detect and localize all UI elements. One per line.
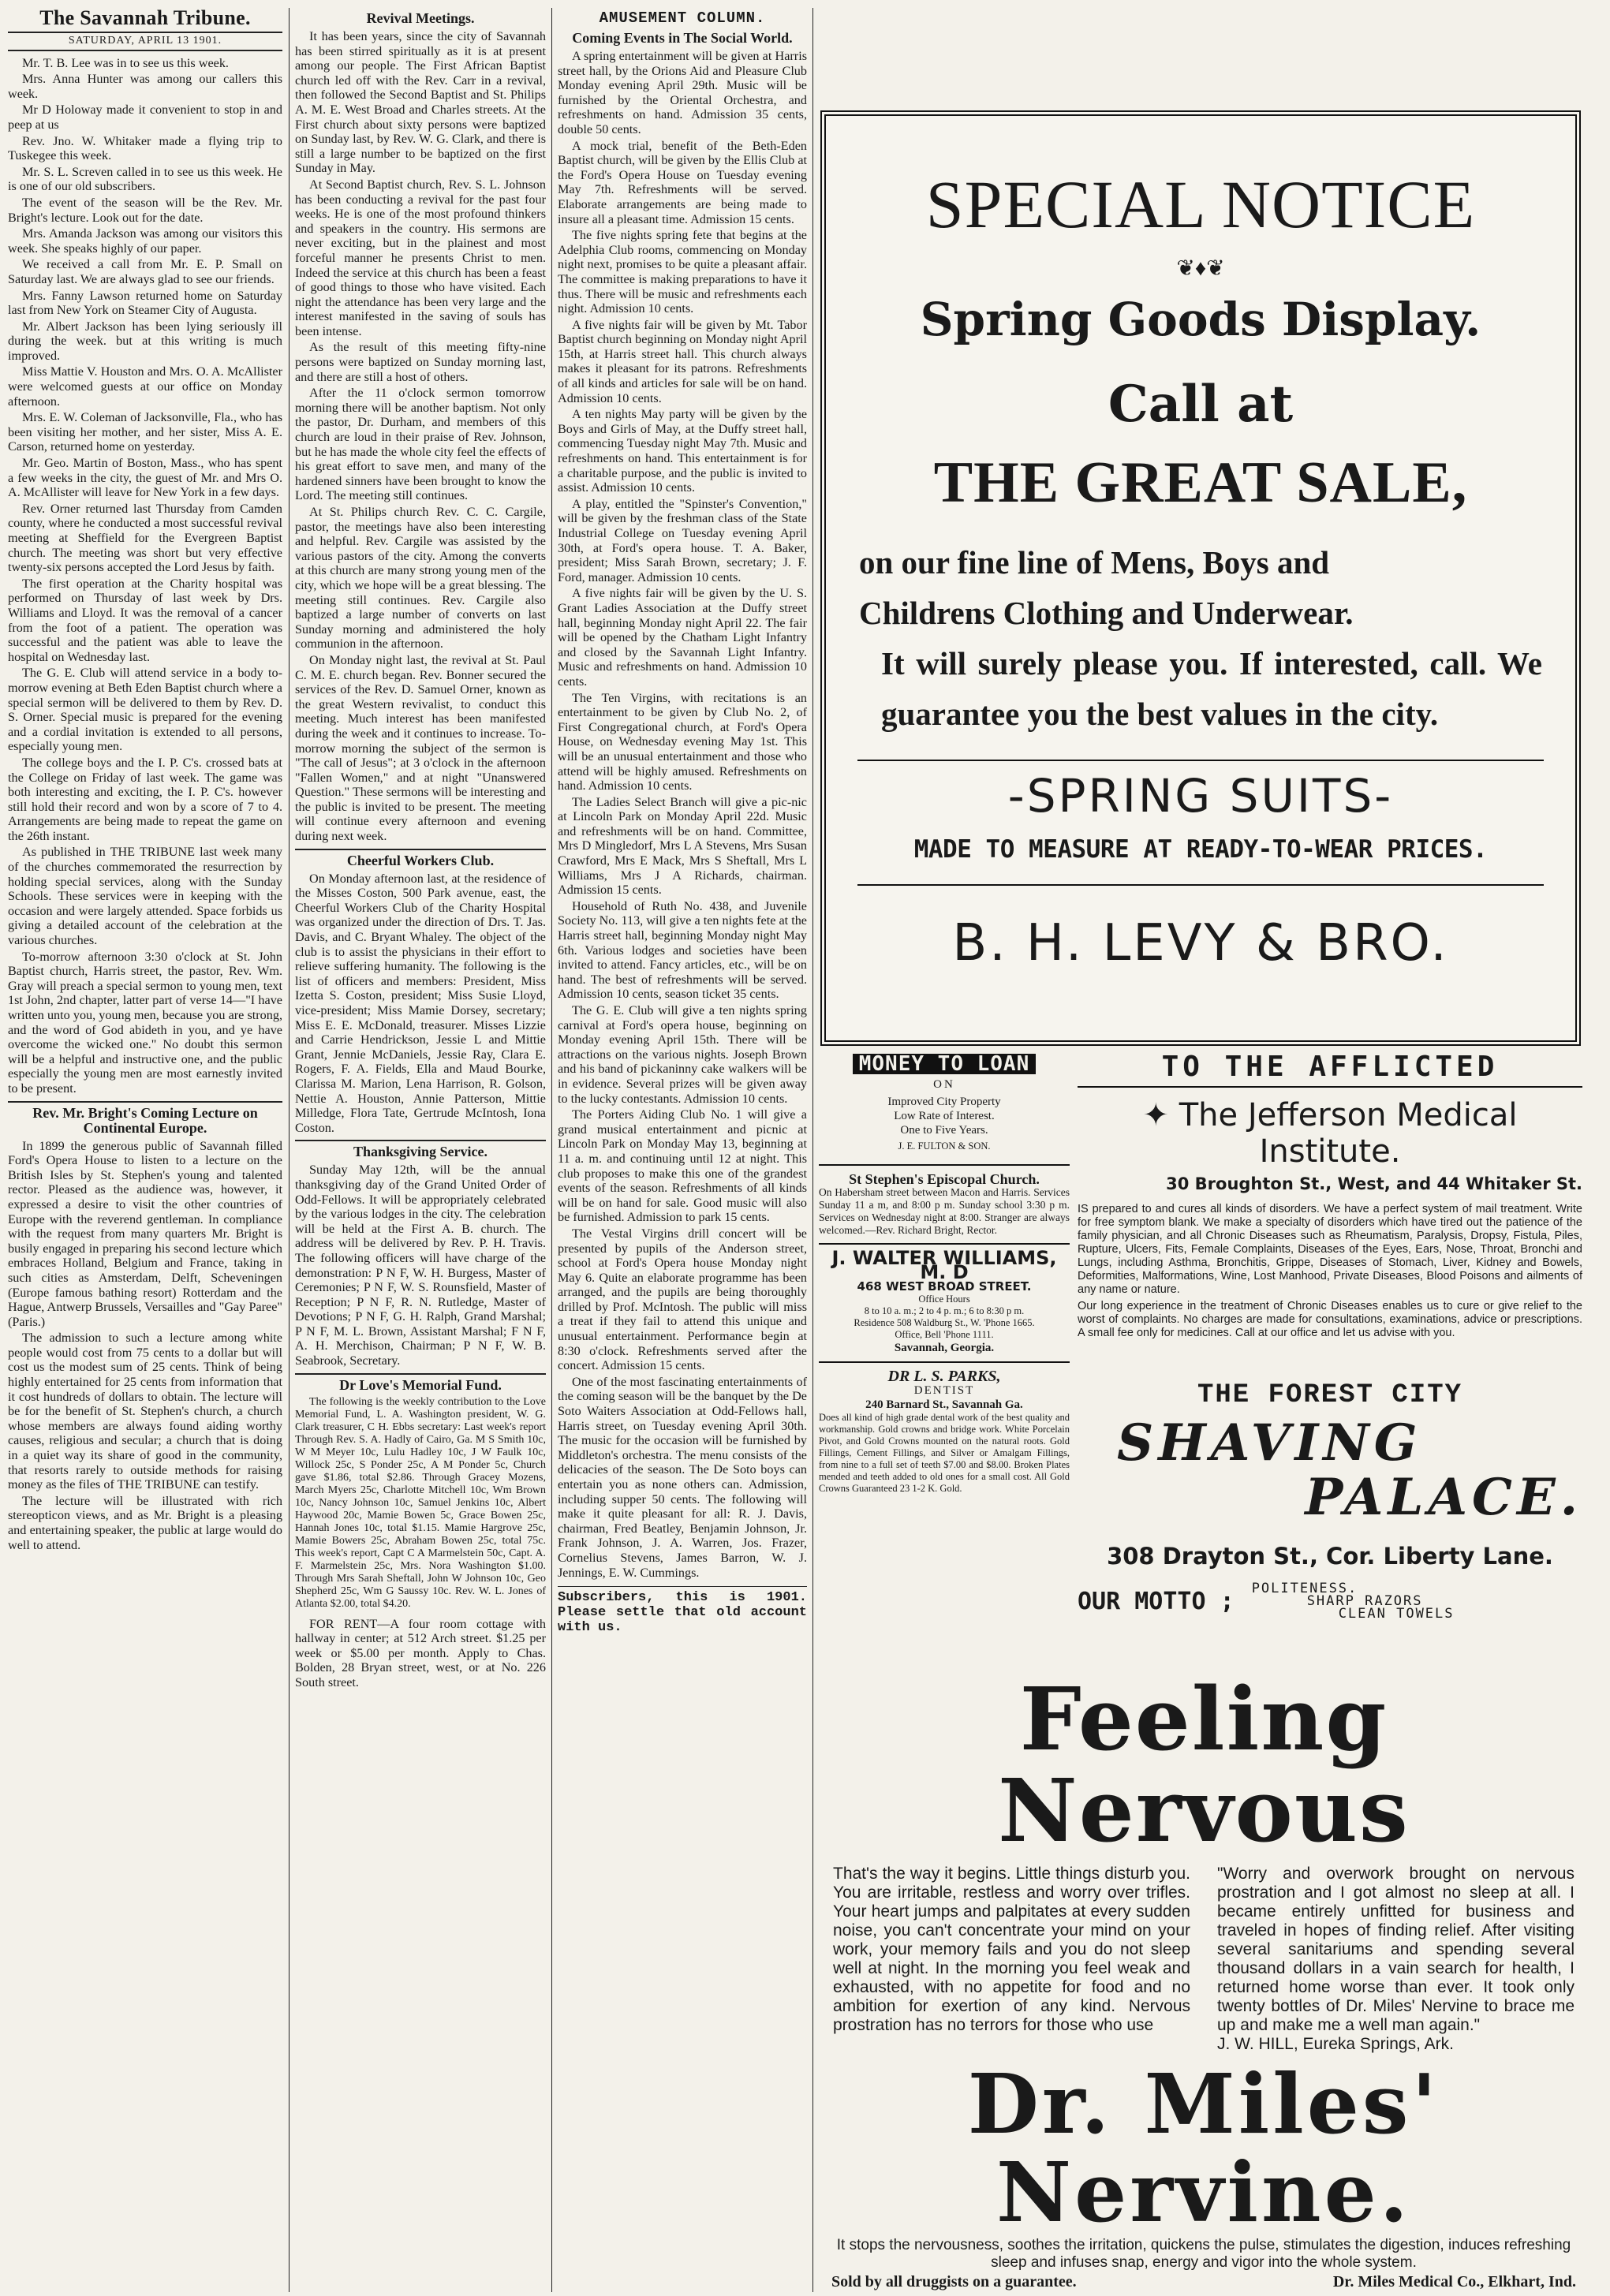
amusement-item: The G. E. Club will give a ten nights spring carnival at Ford's opera house, beginning on Monday evening April 15th. There will be attractions on the various nights. Joseph Brown and his band of pickaninny cake walkers will be in evidence. Several prizes will be given away to the lucky contestants. Admission 10 cents. <box>558 1003 807 1106</box>
parks-name: DR L. S. PARKS, <box>887 1368 1001 1385</box>
money-to-loan-ad <box>819 1054 1070 1495</box>
motto-line-1: POLITENESS. <box>1251 1581 1358 1596</box>
amusement-item: The Vestal Virgins drill concert will be presented by pupils of the Anderson street, school at Ford's Opera house Monday night May 6. Quite an elaborate programme has been arranged, and the pupils are being thoroughly drilled by Prof. McIntosh. The public will miss a treat if they fail to attend this unique and unusual entertainment. Performance begin at 8:30 o'clock. Refreshments served after the concert. Admission 15 cents. <box>558 1226 807 1373</box>
maker-text: Dr. Miles Medical Co., Elkhart, Ind. <box>1332 2273 1576 2290</box>
loan-line-2: Low Rate of Interest. <box>894 1110 995 1122</box>
amusement-item: The Ten Virgins, with recitations is an entertainment to be given by Club No. 2, of First Congregational church, at Ford's Opera House, on Wednesday evening May 1st. This will be an unusual entertainment and those who attend will be highly amused. Refreshments on hand. Admission 10 cents. <box>558 690 807 793</box>
revival-paragraph: It has been years, since the city of Savannah has been stirred spiritually as it is at present among our people. The First African Baptist church led off with the Rev. Carr in a revival, then followed the Second Baptist and St. Philips A. M. E. West Broad and Charles streets. At the First church about sixty persons were baptized on Sunday last, by Rev. W. G. Clark, and there is still a large number to be baptized on the first Sunday in May. <box>295 29 546 176</box>
nervine-columns <box>820 1865 1587 2054</box>
parks-address: 240 Barnard St., Savannah Ga. <box>865 1398 1023 1411</box>
motto-line-2: SHARP RAZORS <box>1306 1593 1423 1609</box>
revival-paragraph: As the result of this meeting fifty-nine persons were baptized on Sunday morning last, and there are still a host of others. <box>295 340 546 384</box>
thanksgiving-article: Sunday May 12th, will be the annual thanksgiving day of the Grand United Order of Odd-Fellows. It will be appropriately celebrated by the various lodges in the city. The celebration will be held at the First A. B. church. The address will be delivered by Rev. P. H. Travis. The following officers will have charge of the demonstration: P N F, W. H. Burgess, Master of Ceremonies; P N F, W. S. Rounsfield, Master of Reception; P N F, R. N. Rutledge, Master of Devotions; P N F, G. H. Ralph, Grand Marshal; P N F, M. L. Brown, Assistant Marshal; F N F, A. H. Merchison, Chairman; P N F, W. B. Seabrook, Secretary. <box>295 1163 546 1368</box>
sale-line-3: It will surely please you. If interested, call. We guarantee you the best values in the city. <box>881 645 1542 732</box>
nervine-testimonial: "Worry and overwork brought on nervous prostration and I got almost no sleep at all. I became entirely unfitted for business and traveled in hopes of finding relief. After visiting several sanitariums and spending several thousand dollars in a vain search for health, I returned home worse than ever. It took only twenty bottles of Dr. Miles' Nervine to brace me up and make me a well man again." <box>1217 1865 1575 2034</box>
loan-line-1: Improved City Property <box>887 1096 1001 1108</box>
amusement-item: A ten nights May party will be given by the Boys and Girls of May, at the Duffy street hall, commencing Tuesday night May 7th. Music and refreshments on hand. This entertainment is for a charitable purpose, and the public is invited to assist. Admission 10 cents. <box>558 407 807 495</box>
amusement-item: A spring entertainment will be given at Harris street hall, by the Orions Aid and Pleasure Club Monday evening April 29th. Music will be furnished by the Oriental Orchestra, and refreshments on hand. Admission 35 cents, double 50 cents. <box>558 49 807 136</box>
levy-firm-name: B. H. LEVY & BRO. <box>952 914 1449 973</box>
local-news-item: Mr. Geo. Martin of Boston, Mass., who has spent a few weeks in the city, the guest of Mr. and Mrs O. A. McAllister will leave for New York in a few days. <box>8 456 282 500</box>
column-1 <box>8 6 282 1554</box>
bright-paragraph: In 1899 the generous public of Savannah filled Ford's Opera House to listen to a lecture on the British Isles by St. Stephen's young and talented rector. Pleased as the audience was, however, it expressed a desire to visit the other countries of Europe with the reverend gentleman. In compliance with the request from many quarters Mr. Bright is busily engaged in preparing his second lecture which embraces Holland, Belgium and France, taking in such cities as Amsterdam, Delft, Scheveningen (Europe famous bathing resort) Rotterdam and the Hague, Antwerp Brussels, Versailles and "Gay Paree" (Paris.) <box>8 1138 282 1329</box>
made-to-measure-text: MADE TO MEASURE AT READY-TO-WEAR PRICES. <box>913 835 1488 864</box>
for-rent-notice: FOR RENT—A four room cottage with hallway in center; at 512 Arch street. $1.25 per week or $5.00 per month. Apply to Chas. Bolden, 28 Bryan street, west, or at No. 226 South street. <box>295 1616 546 1690</box>
column-3 <box>558 6 807 1635</box>
nervine-left-text: That's the way it begins. Little things disturb you. You are irritable, restless and worry over trifles. Your heart jumps and palpitates at every sudden noise, you can't concentrate your mind on your work, your memory fails and you do not sleep well at night. In the morning you feel weak and exhausted, with no appetite for food and no ambition for exertion of any kind. Nervous prostration has no terrors for those who use <box>833 1865 1190 2034</box>
local-news-item: Miss Mattie V. Houston and Mrs. O. A. McAllister were welcomed guests at our office on Monday afternoon. <box>8 364 282 409</box>
motto-label: OUR MOTTO ; <box>1078 1587 1235 1615</box>
jefferson-body-2: Our long experience in the treatment of Chronic Diseases enables us to cure or give relief to the worst of complaints. No charges are made for consultations, examinations, advice or prescriptions. A small fee only for medicines. Call at our office and let us advise with you. <box>1078 1300 1582 1339</box>
afflicted-heading: TO THE AFFLICTED <box>1078 1051 1582 1088</box>
divider <box>857 760 1544 761</box>
revival-paragraph: At Second Baptist church, Rev. S. L. Johnson has been conducting a revival for the past four weeks. He is one of the most profound thinkers and speakers in the country. His sermons are never exciting, but in the plainest and most forceful manner he presents Christ to men. Indeed the service at this church has been a feast of good things to those who have visited. Each night the attendance has been very large and the interest manifested in the saving of souls has been intense. <box>295 177 546 338</box>
cheerful-heading: Cheerful Workers Club. <box>295 849 546 868</box>
church-notice: On Habersham street between Macon and Harris. Services Sunday 11 a m, and 8:00 p m. Sunday school 3:30 p m. Services on Wednesday night at 8:00. Stranger are always welcomed.—Rev. Richard Bright, Rector. <box>819 1186 1070 1236</box>
parks-title: DENTIST <box>913 1384 975 1397</box>
local-news-item: Mrs. Fanny Lawson returned home on Saturday last from New York on Steamer City of Augusta. <box>8 288 282 318</box>
sale-line-2: Childrens Clothing and Underwear. <box>859 595 1354 631</box>
spring-goods-heading: Spring Goods Display. <box>920 293 1481 346</box>
motto-line-3: CLEAN TOWELS <box>1338 1606 1455 1622</box>
amusement-item: One of the most fascinating entertainments of the coming season will be the banquet by the De Soto Waiters Association at Odd-Fellows hall, Harris street, on Tuesday evening April 30th. The music for the occasion will be furnished by Middleton's orchestra. The menu consists of the delicacies of the season. The De Soto boys can entertain you as none others can. Admission, including supper 50 cents. The following will make it quite pleasant for all: R. J. Davis, chairman, Fred Beatley, Benjamin Johnson, Jr. Frank Johnson, J. A. Warren, Jos. Frazer, Cornelius Stevens, James Barron, W. J. Jennings, E. W. Cummings. <box>558 1374 807 1580</box>
jefferson-name <box>1078 1097 1582 1170</box>
nervine-footer: It stops the nervousness, soothes the irritation, quickens the pulse, stimulates the digestion, induces refreshing sleep and infuses snap, energy and vigor into the whole system. <box>836 2237 1571 2271</box>
sale-line-1: on our fine line of Mens, Boys and <box>859 544 1330 581</box>
williams-city: Savannah, Georgia. <box>894 1342 995 1354</box>
jefferson-address: 30 Broughton St., West, and 44 Whitaker St. <box>1166 1174 1582 1193</box>
amusement-heading: Coming Events in The Social World. <box>572 30 793 46</box>
revival-paragraph: On Monday night last, the revival at St. Paul C. M. E. church began. Rev. Bonner secured the services of the Rev. D. Samuel Orner, known as the great Western revivalist, to conduct this meeting. Much interest has been manifested during the week and it continues to increase. To-morrow morning the subject of the sermon is "The call of Jesus"; at 3 o'clock in the afternoon "Fallen Women," and at night "Unanswered Question." These sermons will be interesting and the public is invited to be present. The meeting will continue every afternoon and evening during next week. <box>295 652 546 844</box>
local-news-item: Mr. T. B. Lee was in to see us this week. <box>22 55 229 70</box>
local-news-item: The G. E. Club will attend service in a body to-morrow evening at Beth Eden Baptist church where a special sermon will be delivered to them by Rev. D. S. Orner. Special music is prepared for the evening and a cordial invitation is extended to all persons, especially young men. <box>8 666 282 754</box>
masthead-date: SATURDAY, APRIL 13 1901. <box>8 32 282 51</box>
column-rule <box>289 8 290 2292</box>
nervine-brand: Dr. Miles' Nervine. <box>967 2055 1440 2241</box>
subscribers-notice: Subscribers, this is 1901. Please settle that old account with us. <box>558 1586 807 1635</box>
forest-city-ad <box>1078 1380 1582 1620</box>
local-news-item: Mr D Holoway made it convenient to stop in and peep at us <box>8 103 282 132</box>
palace-text: PALACE. <box>1305 1468 1582 1527</box>
williams-hours: 8 to 10 a. m.; 2 to 4 p. m.; 6 to 8:30 p m. <box>864 1305 1025 1316</box>
jefferson-name-text: The Jefferson Medical Institute. <box>1179 1097 1518 1170</box>
amusement-items <box>558 49 807 1580</box>
local-news-item: We received a call from Mr. E. P. Small on Saturday last. We are always glad to see our friends. <box>8 257 282 286</box>
divider <box>819 1361 1070 1363</box>
spring-suits-heading: -SPRING SUITS- <box>1007 769 1394 823</box>
amusement-section-title: AMUSEMENT COLUMN. <box>599 9 766 27</box>
motto-row <box>1078 1582 1582 1620</box>
love-fund-article: The following is the weekly contribution to the Love Memorial Fund, L. A. Washington president, W. G. Clark treasurer, C H. Ebbs secretary: Last week's report Through Rev. S. A. Hadly of Cairo, Ga. M S Smith 10c, W M Meyer 10c, Lulu Hadley 10c, J W Faulk 10c, Willock 25c, S Ponder 25c, A M Ponder 5c, Church gave $1.86, total $2.86. Through Gracey Mozens, March Myers 25c, Charlotte Mitchell 10c, Wm Brown 10c, Nancy Johnson 10c, Samuel Jenkins 10c, Albert Haywood 20c, Mamie Bowen 5c, Grace Bowen 25c, Hannah Jones 10c, total $1.15. Mamie Hargrove 25c, Mamie Bowers 25c, Abraham Bowen 25c, total 75c. This week's report, Capt C A Marmelstein 50c, Capt. A. F. Marmelstein 25c, Mrs. Nora Washington $1.00. Through Mrs Sarah Sheftall, John W Johnson 10c, Geo Shepherd 25c, Wm G Saussy 10c. Rev. W. L. Jones of Atlanta $2.00, total $4.20. <box>295 1395 546 1610</box>
williams-name: J. WALTER WILLIAMS, M. D <box>831 1247 1057 1283</box>
divider <box>819 1243 1070 1245</box>
local-news <box>8 56 282 1096</box>
bright-lecture-heading: Rev. Mr. Bright's Coming Lecture on Continental Europe. <box>8 1101 282 1136</box>
special-notice-title: SPECIAL NOTICE <box>925 166 1476 242</box>
column-rule <box>551 8 552 2292</box>
bright-paragraph: The admission to such a lecture among white people would cost from 75 cents to a dollar but will cost us the modest sum of 25 cents. Think of being highly entertained for 25 cents from information that it cost hundreds of dollars to obtain. The lecture will be for the benefit of St. Stephen's church, a church whose members are always found aiding worthy causes, religious and secular; a church that is doing in a quiet way its share of good in the community, that resorts rarely to outside methods for raising money as the files of THE TRIBUNE can testify. <box>8 1331 282 1492</box>
local-news-item: The college boys and the I. P. C's. crossed bats at the College on Friday of last week. The game was both interesting and exciting, the I. P. C's. however still hold their record and won by a score of 7 to 4. Arrangements are being made to repeat the game on the 26th instant. <box>8 755 282 843</box>
divider <box>857 884 1544 886</box>
revival-article <box>295 29 546 844</box>
jefferson-body-1: IS prepared to and cures all kinds of disorders. We have a perfect system of mail treatment. Write for free symptom blank. We make a specialty of disorders which have tired out the patience of the family physician, and all Chronic Diseases such as Rheumatism, Paralysis, Dropsy, Fistula, Piles, Rupture, Ulcers, Fits, Female Complaints, Diseases of the Eyes, Ears, Nose, Throat, Bronchi and Lungs, including Asthma, Bronchitis, Grippe, Diseases of Stomach, Liver, Kidney and Bowels, Deformities, Malformations, Wine, Lost Manhood, Private Diseases, Blood Poisons and ailments of any name or nature. <box>1078 1203 1582 1296</box>
money-to-loan-heading: MONEY TO LOAN <box>853 1054 1037 1074</box>
local-news-item: Mr. Albert Jackson has been lying seriously ill during the week. but at this writing is much improved. <box>8 319 282 363</box>
feeling-nervous-heading: Feeling Nervous <box>998 1668 1410 1861</box>
williams-office-phone: Office, Bell 'Phone 1111. <box>895 1329 994 1340</box>
motto-text <box>1252 1582 1455 1620</box>
amusement-item: The Ladies Select Branch will give a pic-nic at Lincoln Park on Monday April 22d. Music and refreshments will be on hand. Committee, Mrs D Mingledorf, Mrs L A Stevens, Mrs Susan Crawford, Mrs E Mack, Mrs S Sheftall, Mrs L Williams, Mrs J A Richards, chairman. Admission 15 cents. <box>558 794 807 898</box>
nervine-ad <box>820 1668 1587 2291</box>
sold-by-text: Sold by all druggists on a guarantee. <box>831 2273 1077 2290</box>
amusement-item: The five nights spring fete that begins at the Adelphia Club rooms, commencing on Monday night next, promises to be quite a pleasant affair. The committee is making preparations to have it thus. There will be music and refreshments each night. Admission 10 cents. <box>558 228 807 316</box>
thanksgiving-heading: Thanksgiving Service. <box>295 1140 546 1159</box>
local-news-item: Rev. Orner returned last Thursday from Camden county, where he conducted a most successful revival meeting at Sheffield for the Evergreen Baptist church. The meeting was short but very effective twenty-six persons accepted the Lord Jesus by faith. <box>8 501 282 575</box>
revival-heading: Revival Meetings. <box>366 10 475 26</box>
amusement-item: A five nights fair will be given by Mt. Tabor Baptist church beginning on Monday night April 15th, at Harris street hall. This church always makes it pleasant for its patrons. Refreshments of all kinds and articles for sale will be on hand. Admission 10 cents. <box>558 317 807 405</box>
loan-line-3: One to Five Years. <box>900 1124 988 1137</box>
amusement-item: A mock trial, benefit of the Beth-Eden Baptist church, will be given by the Ellis Club at the Ford's Opera House on Tuesday evening May 7th. Refreshments will be served. Elaborate arrangements are being made to insure all a pleasant time. Admission 15 cents. <box>558 138 807 226</box>
column-2 <box>295 6 546 1692</box>
divider <box>819 1164 1070 1166</box>
local-news-item: Mrs. Anna Hunter was among our callers this week. <box>8 72 282 101</box>
local-news-item: Mrs. Amanda Jackson was among our visitors this week. She speaks highly of our paper. <box>8 226 282 256</box>
jefferson-medical-ad <box>1078 1051 1582 1340</box>
great-sale-heading: THE GREAT SALE, <box>933 450 1468 515</box>
nervine-bottom-row <box>820 2273 1587 2291</box>
revival-paragraph: After the 11 o'clock sermon tomorrow morning there will be another baptism. Not only the pastor, Dr. Durham, and members of this church are loud in their praise of Rev. Johnson, but he has made the whole city feel the effects of his great effort to save men, and many of the hardened sinners have been brought to know the Lord. The meeting still continues. <box>295 386 546 503</box>
call-at-text: Call at <box>1108 375 1294 434</box>
bright-paragraph: The lecture will be illustrated with rich stereopticon views, and as Mr. Bright is a pleasing and entertaining speaker, the public at large would do well to attend. <box>8 1493 282 1552</box>
masthead-title: The Savannah Tribune. <box>39 6 251 29</box>
local-news-item: The event of the season will be the Rev. Mr. Bright's lecture. Look out for the date. <box>8 195 282 225</box>
forest-city-address: 308 Drayton St., Cor. Liberty Lane. <box>1107 1543 1553 1570</box>
forest-city-title: THE FOREST CITY <box>1197 1380 1463 1410</box>
local-news-item: As published in THE TRIBUNE last week many of the churches commemorated the resurrection by holding special services, along with the Sunday Schools. These services were in keeping with the occasion and were largely attended. Space forbids us giving a detailed account of the celebration at the various churches. <box>8 845 282 948</box>
amusement-item: A play, entitled the "Spinster's Convention," will be given by the freshman class of the State Industrial College on Tuesday evening April 30th, at Ford's opera house. T. A. Baker, president; Miss Sarah Brown, secretary; J. F. Ford, manager. Admission 10 cents. <box>558 496 807 584</box>
revival-paragraph: At St. Philips church Rev. C. C. Cargile, pastor, the meetings have also been interesting and helpful. Rev. Cargile was assisted by the various pastors of the city. Among the converts at this church are many strong young men of the city, which we hope will be a great blessing. The meeting still continues. Rev. Cargile also baptized a large number of converts on last Sunday morning and administered the holy communion in the afternoon. <box>295 505 546 651</box>
shaving-text: SHAVING <box>1117 1413 1422 1473</box>
local-news-item: To-morrow afternoon 3:30 o'clock at St. John Baptist church, Harris street, the pastor, Rev. Wm. Gray will preach a special sermon to young men, text 1st John, 2nd chapter, latter part of verse 14—"I have written unto you, young men, because you are strong, and the word of God abideth in you, and ye have overcome the wicked one." No doubt this sermon will be a helpful and instructive one, and the public especially the young men are most earnestly invited to be present. <box>8 949 282 1096</box>
ornament-icon: ❦♦❦ <box>1176 256 1225 281</box>
williams-hours-label: Office Hours <box>918 1294 970 1305</box>
love-fund-heading: Dr Love's Memorial Fund. <box>295 1373 546 1393</box>
amusement-item: A five nights fair will be given by the U. S. Grant Ladies Association at the Duffy street hall, beginning Monday night April 22. The fair will be opened by the Chatham Light Infantry and closed by the Savannah Light Infantry. Music and refreshments on hand. Admission 10 cents. <box>558 586 807 689</box>
bright-lecture-article <box>8 1139 282 1553</box>
loan-firm: J. E. FULTON & SON. <box>898 1141 991 1152</box>
local-news-item: Mr. S. L. Screven called in to see us this week. He is one of our old subscribers. <box>8 164 282 194</box>
church-heading: St Stephen's Episcopal Church. <box>849 1171 1040 1187</box>
testimonial-signature: J. W. HILL, Eureka Springs, Ark. <box>1217 2035 1454 2053</box>
loan-on-text: ON <box>933 1078 955 1091</box>
williams-address: 468 WEST BROAD STREET. <box>857 1279 1032 1294</box>
nervine-right-col <box>1217 1865 1575 2054</box>
local-news-item: Mrs. E. W. Coleman of Jacksonville, Fla., who has been visiting her mother, and her sister, Miss A. E. Carson, returned home on yesterday. <box>8 410 282 454</box>
diamond-icon: ✦ <box>1142 1097 1179 1133</box>
local-news-item: The first operation at the Charity hospital was performed on Thursday of last week by Drs. Williams and Lloyd. It was the removal of a cancer from the foot of a patient. The operation was successful and the patient was able to leave the hospital on Wednesday last. <box>8 576 282 664</box>
williams-residence: Residence 508 Waldburg St., W. 'Phone 1665. <box>854 1317 1035 1328</box>
special-notice-ad <box>820 110 1581 1046</box>
local-news-item: Rev. Jno. W. Whitaker made a flying trip to Tuskegee this week. <box>8 133 282 163</box>
column-rule <box>812 8 813 2292</box>
parks-description: Does all kind of high grade dental work of the best quality and workmanship. Gold crowns and bridge work. White Porcelain Pivot, and Gold Crowns mounted on the natural roots. Gold Fillings, Cement Fillings, and Silver or Amalgam Fillings, from nine to a full set of teeth $7.00 and $8.00. Broken Plates mended and teeth added to old ones for a small cost. All Gold Crowns Guaranteed 23 1-2 K. Gold. <box>819 1412 1070 1494</box>
amusement-item: The Porters Aiding Club No. 1 will give a grand musical entertainment and picnic at Lincoln Park on Monday May 13, beginning at 11 a. m. and continuing until 12 at night. This club proposes to make this one of the grandest events of the season. Refreshments of all kinds will be on hand for sale. Good music will also be furnished. Admission to park 15 cents. <box>558 1107 807 1225</box>
cheerful-article: On Monday afternoon last, at the residence of the Misses Coston, 500 Park avenue, east, the Cheerful Workers Club of the Charity Hospital was organized under the direction of Drs. T. Jas. Davis, and C. Bryant Whaley. The object of the club is to assist the physicians in their effort to relieve suffering humanity. The following is the list of officers and members: President, Miss Izetta S. Coston, president; Miss Susie Lloyd, vice-president; Miss Mamie Dorsey, secretary; Miss E. E. McDonald, treasurer. Misses Lizzie and Carrie Hendrickson, Jessie L and Mittie Grant, Jennie McDaniels, Jessie Ray, Clara E. Rogers, F. A. Fields, Ella and Maud Bourke, Clarissa M. Marion, Lena Harrison, R. Golson, Nettie A. Houston, Annie Patterson, Mittie Milledge, Flora Tate, Gertrude McIntosh, Iona Coston. <box>295 871 546 1135</box>
amusement-item: Household of Ruth No. 438, and Juvenile Society No. 113, will give a ten nights fete at the Harris street hall, beginning Monday night May 6th. Various lodges and societies have been invited to attend. Fancy articles, etc., will be on hand. The best of refreshments will be served. Admission 10 cents, season ticket 35 cents. <box>558 898 807 1002</box>
